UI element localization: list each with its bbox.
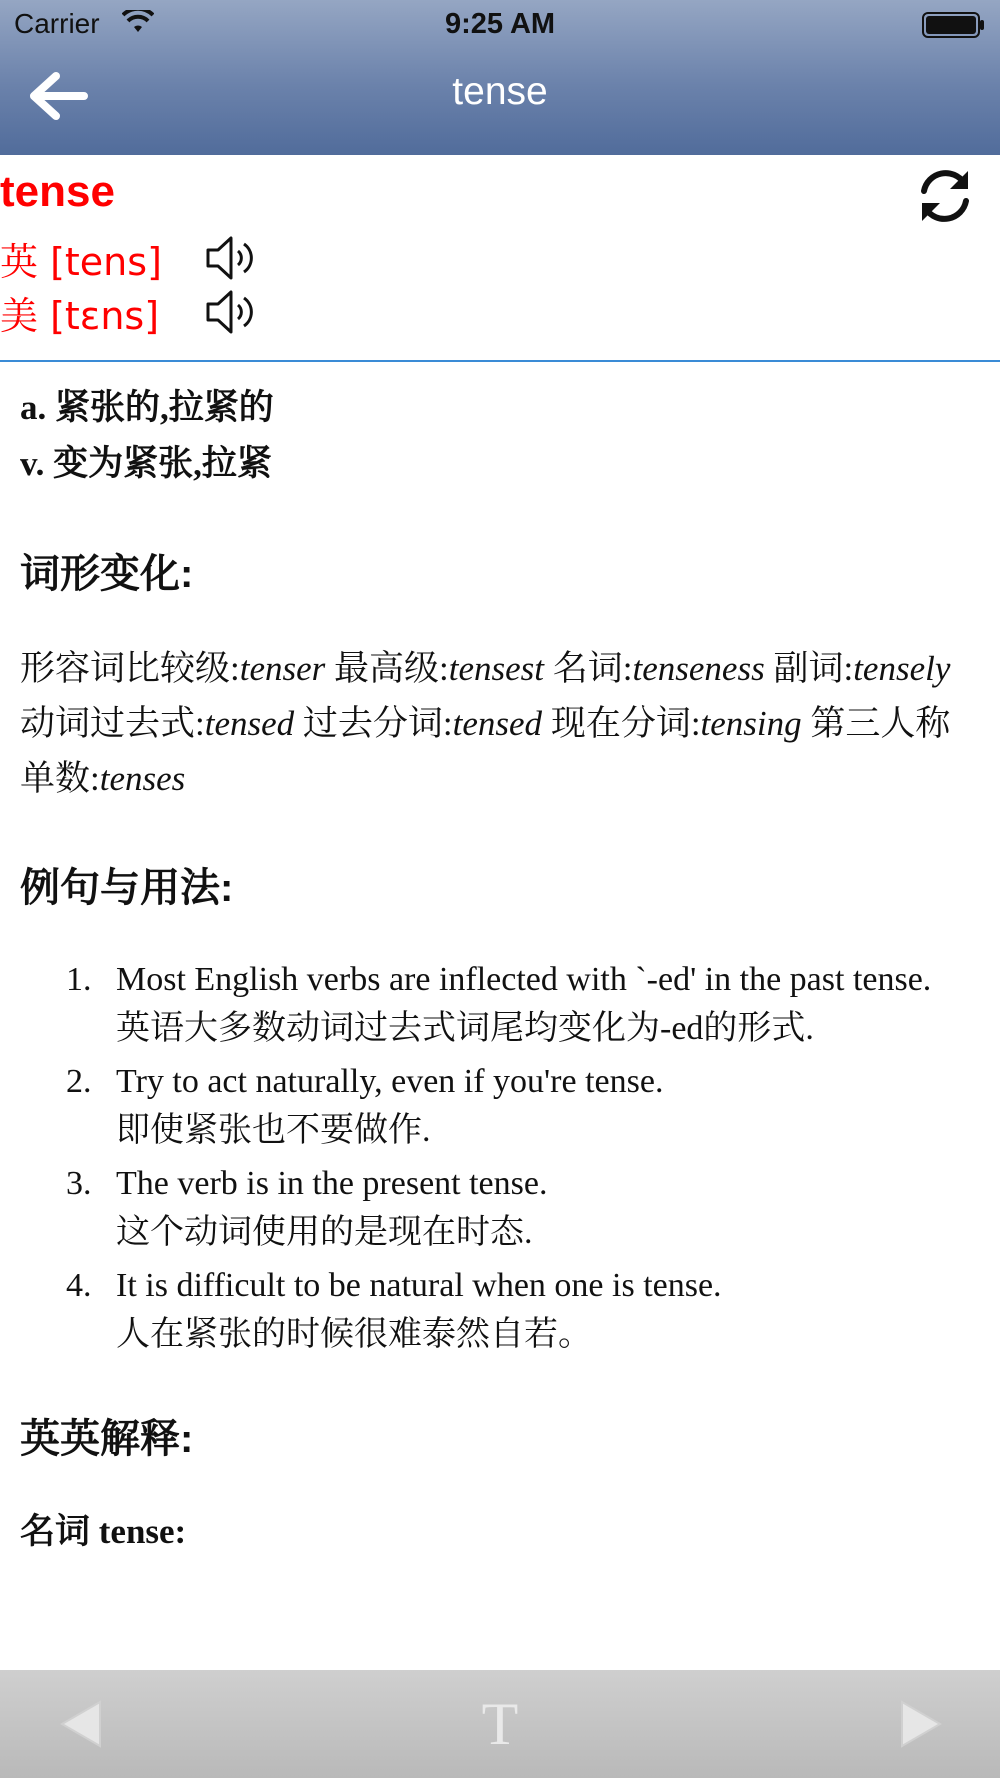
form-value: tensed <box>452 704 543 743</box>
example-number: 3. <box>66 1165 92 1202</box>
example-number: 4. <box>66 1267 92 1304</box>
form-label: 形容词比较级: <box>20 649 240 688</box>
example-item <box>20 1057 980 1155</box>
clock: 9:25 AM <box>444 8 556 40</box>
example-english: It is difficult to be natural when one is tense. <box>116 1267 722 1304</box>
examples-section-title: 例句与用法: <box>20 866 234 910</box>
previous-button[interactable] <box>58 1692 104 1756</box>
refresh-icon <box>914 165 976 227</box>
headword: tense <box>0 167 115 216</box>
example-english: The verb is in the present tense. <box>116 1165 548 1202</box>
bottom-toolbar <box>0 1670 1000 1778</box>
noun-heading: 名词 tense: <box>20 1512 187 1551</box>
next-button[interactable] <box>898 1692 944 1756</box>
example-number: 1. <box>66 961 92 998</box>
speaker-icon <box>205 287 261 337</box>
form-label: 名词: <box>552 649 633 688</box>
form-value: tensely <box>853 649 951 688</box>
example-english: Try to act naturally, even if you're tense. <box>116 1063 664 1100</box>
font-size-button[interactable] <box>472 1692 528 1756</box>
status-bar <box>0 0 1000 50</box>
form-value: tenses <box>99 759 186 798</box>
uk-pronunciation-row <box>0 233 261 283</box>
triangle-left-icon <box>58 1692 104 1756</box>
form-value: tensed <box>204 704 295 743</box>
definition-content <box>20 380 980 1560</box>
example-chinese: 即使紧张也不要做作. <box>116 1112 431 1149</box>
form-label: 过去分词: <box>302 704 453 743</box>
font-size-icon: T <box>481 1691 519 1757</box>
form-label: 副词: <box>773 649 854 688</box>
us-pronunciation-row <box>0 287 261 337</box>
definition-line: a. 紧张的,拉紧的 <box>20 388 274 427</box>
example-list <box>20 955 980 1359</box>
refresh-button[interactable] <box>914 165 976 227</box>
form-value: tensest <box>448 649 545 688</box>
uk-speaker-button[interactable] <box>205 233 261 283</box>
example-item <box>20 1261 980 1359</box>
page-title: tense <box>452 70 548 113</box>
example-chinese: 人在紧张的时候很难泰然自若。 <box>116 1316 592 1353</box>
example-item <box>20 955 980 1053</box>
navigation-header <box>0 0 1000 155</box>
uk-phonetic: 英 [tens] <box>0 239 162 284</box>
form-value: tenseness <box>632 649 765 688</box>
speaker-icon <box>205 233 261 283</box>
word-panel <box>0 155 1000 362</box>
us-phonetic: 美 [tɛns] <box>0 293 160 338</box>
form-value: tensing <box>700 704 802 743</box>
definition-line: v. 变为紧张,拉紧 <box>20 444 272 483</box>
triangle-right-icon <box>898 1692 944 1756</box>
example-english: Most English verbs are inflected with `-ed' in the past tense. <box>116 961 932 998</box>
word-forms <box>20 641 980 806</box>
english-definition-title: 英英解释: <box>20 1417 194 1461</box>
battery-icon <box>922 11 986 39</box>
forms-section-title: 词形变化: <box>20 552 194 596</box>
carrier-label: Carrier <box>14 8 100 39</box>
example-item <box>20 1159 980 1257</box>
basic-definitions <box>20 380 980 492</box>
form-label: 动词过去式: <box>20 704 205 743</box>
us-speaker-button[interactable] <box>205 287 261 337</box>
form-value: tenser <box>239 649 326 688</box>
form-label: 第三人称单数: <box>20 704 951 798</box>
form-label: 现在分词: <box>550 704 701 743</box>
example-chinese: 英语大多数动词过去式词尾均变化为-ed的形式. <box>116 1010 814 1047</box>
example-number: 2. <box>66 1063 92 1100</box>
example-chinese: 这个动词使用的是现在时态. <box>116 1214 533 1251</box>
form-label: 最高级: <box>334 649 449 688</box>
